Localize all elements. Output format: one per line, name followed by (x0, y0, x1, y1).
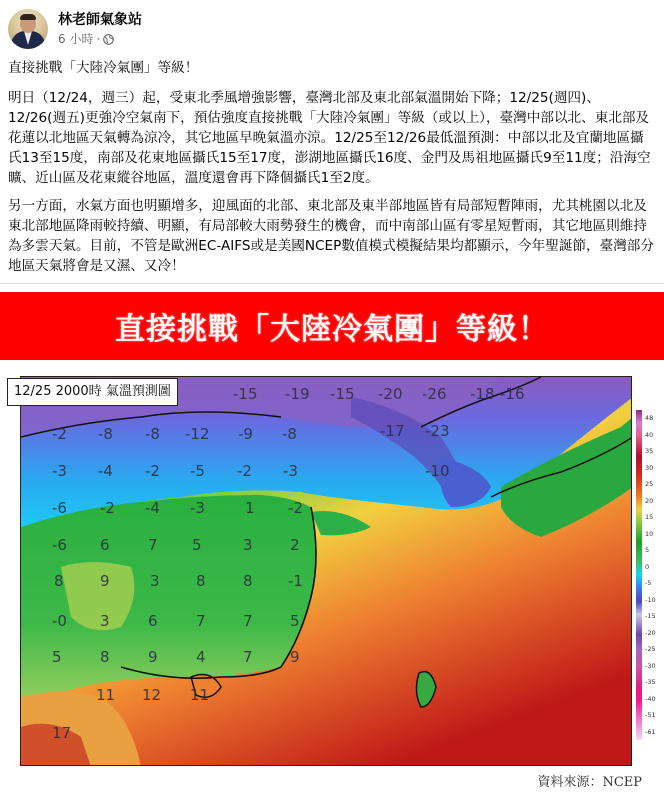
map-temperature-label: 8 (100, 648, 110, 666)
map-temperature-label: 5 (192, 536, 202, 554)
map-temperature-label: -6 (52, 499, 67, 517)
map-temperature-label: 12 (142, 686, 162, 704)
temperature-colorbar (636, 410, 642, 740)
map-temperature-label: -8 (145, 425, 160, 443)
colorbar-tick-label: -20 (645, 628, 656, 637)
colorbar-tick-label: 10 (645, 529, 654, 538)
avatar[interactable] (8, 9, 48, 49)
map-temperature-label: 7 (243, 648, 253, 666)
map-temperature-label: -2 (288, 499, 303, 517)
map-temperature-label: -18 (470, 385, 495, 403)
colorbar-tick-label: -35 (645, 678, 656, 686)
map-temperature-label: -5 (190, 462, 205, 480)
image-banner[interactable] (0, 292, 664, 360)
map-temperature-label: 7 (243, 612, 253, 630)
map-temperature-label: -23 (425, 422, 450, 440)
map-temperature-label: -3 (283, 462, 298, 480)
post-header (8, 8, 142, 50)
colorbar-labels (645, 404, 664, 749)
map-temperature-label: -8 (98, 425, 113, 443)
post-paragraph-2: 另一方面，水氣方面也明顯增多，迎風面的北部、東北部及東半部地區皆有局部短暫陣雨，尤其桃園以北及東北部地區降雨較持續、明顯，有局部較大雨勢發生的機會，而中南部山區有零星短暫雨，其它地區則維持為多雲天氣。目前，不管是歐洲EC-AIFS或是美國NCEP數值模式模擬結果均都顯示，今年聖誕節，臺灣部分地區天氣將會是又濕、又冷！ (8, 198, 654, 274)
colorbar-tick-label: -61 (645, 727, 656, 736)
post-meta (58, 31, 142, 47)
author-block (58, 11, 142, 47)
map-temperature-label: -19 (285, 385, 310, 403)
map-temperature-label: -26 (422, 385, 447, 403)
colorbar-tick-label: 15 (645, 513, 654, 521)
map-temperature-label: 4 (196, 648, 206, 666)
colorbar-tick-label: -30 (645, 661, 656, 670)
map-temperature-label: -10 (425, 462, 450, 480)
post-headline: 直接挑戰「大陸冷氣團」等級！ (8, 60, 199, 76)
meta-separator: · (96, 32, 101, 46)
colorbar-tick-label: 40 (645, 430, 654, 439)
map-temperature-label: -2 (100, 499, 115, 517)
map-temperature-label: -4 (145, 499, 160, 517)
colorbar-tick-label: 20 (645, 496, 654, 505)
map-temperature-label: 5 (290, 612, 300, 630)
map-temperature-label: 5 (52, 648, 62, 666)
map-temperature-label: 9 (100, 572, 110, 590)
post-body (8, 58, 656, 284)
map-temperature-label: 1 (245, 499, 255, 517)
map-temperature-label: -15 (330, 385, 355, 403)
map-temperature-label: -17 (380, 422, 405, 440)
post-paragraph-1: 明日（12/24，週三）起，受東北季風增強影響，臺灣北部及東北部氣溫開始下降；12/25(週四)、12/26(週五)更強冷空氣南下，預估強度直接挑戰「大陸冷氣團」等級（或以上），臺灣中部以北、東北部及花蓮以北地區天氣轉為涼冷，其它地區早晚氣溫亦涼。12/25至12/26最低溫預測：中部以北及宜蘭地區攝氏13至15度，南部及花東地區攝氏15至17度，澎湖地區攝氏16度、金門及馬祖地區攝氏9至11度；沿海空曠、近山區及花東縱谷地區，溫度還會再下降個攝氏1至2度。 (8, 90, 651, 186)
map-temperature-label: 8 (196, 572, 206, 590)
colorbar-tick-label: 35 (645, 447, 654, 455)
map-temperature-label: -20 (378, 385, 403, 403)
map-temperature-label: 11 (96, 686, 116, 704)
map-temperature-label: 3 (243, 536, 253, 554)
colorbar-tick-label: -25 (645, 645, 656, 653)
map-temperature-label: -6 (52, 536, 67, 554)
banner-title: 直接挑戰「大陸冷氣團」等級！ (115, 312, 549, 347)
author-name[interactable]: 林老師氣象站 (58, 12, 142, 28)
map-temperature-label: -3 (52, 462, 67, 480)
map-temperature-label: 9 (290, 648, 300, 666)
map-temperature-label: -16 (500, 385, 525, 403)
post-timestamp[interactable]: 6 小時 (58, 32, 94, 46)
map-temperature-label: 2 (290, 536, 300, 554)
colorbar-tick-label: 5 (645, 546, 650, 554)
map-temperature-label: -0 (52, 612, 67, 630)
colorbar-tick-label: 25 (645, 480, 654, 488)
map-temperature-label: 9 (148, 648, 158, 666)
image-source: 資料來源：NCEP (537, 775, 642, 790)
globe-icon[interactable] (103, 34, 114, 45)
colorbar-tick-label: 48 (645, 414, 654, 422)
map-temperature-label: -8 (282, 425, 297, 443)
map-temperature-label: 11 (190, 686, 210, 704)
colorbar-tick-label: -51 (645, 711, 656, 719)
map-temperature-label: -2 (145, 462, 160, 480)
map-temperature-label: -4 (98, 462, 113, 480)
map-temperature-label: 17 (52, 724, 72, 742)
map-temperature-label: -2 (52, 425, 67, 443)
map-temperature-label: 7 (148, 536, 158, 554)
map-temperature-label: 8 (54, 572, 64, 590)
map-temperature-label: 6 (148, 612, 158, 630)
colorbar-tick-label: -15 (645, 612, 656, 620)
map-temperature-label: -3 (190, 499, 205, 517)
map-temperature-label: -2 (237, 462, 252, 480)
map-temperature-label: -9 (238, 425, 253, 443)
divider (0, 283, 664, 284)
map-title: 12/25 2000時 氣溫預測圖 (7, 378, 178, 406)
colorbar-tick-label: -10 (645, 595, 656, 604)
map-temperature-label: -1 (288, 572, 303, 590)
map-temperature-label: 3 (150, 572, 160, 590)
colorbar-tick-label: -40 (645, 694, 656, 703)
map-temperature-label: -15 (233, 385, 258, 403)
map-temperature-label: -12 (185, 425, 210, 443)
colorbar-tick-label: 0 (645, 562, 650, 571)
map-temperature-label: 3 (100, 612, 110, 630)
map-temperature-label: 6 (100, 536, 110, 554)
colorbar-tick-label: 30 (645, 463, 654, 472)
map-temperature-label: 7 (196, 612, 206, 630)
colorbar-tick-label: -5 (645, 579, 652, 587)
map-temperature-label: 8 (243, 572, 253, 590)
